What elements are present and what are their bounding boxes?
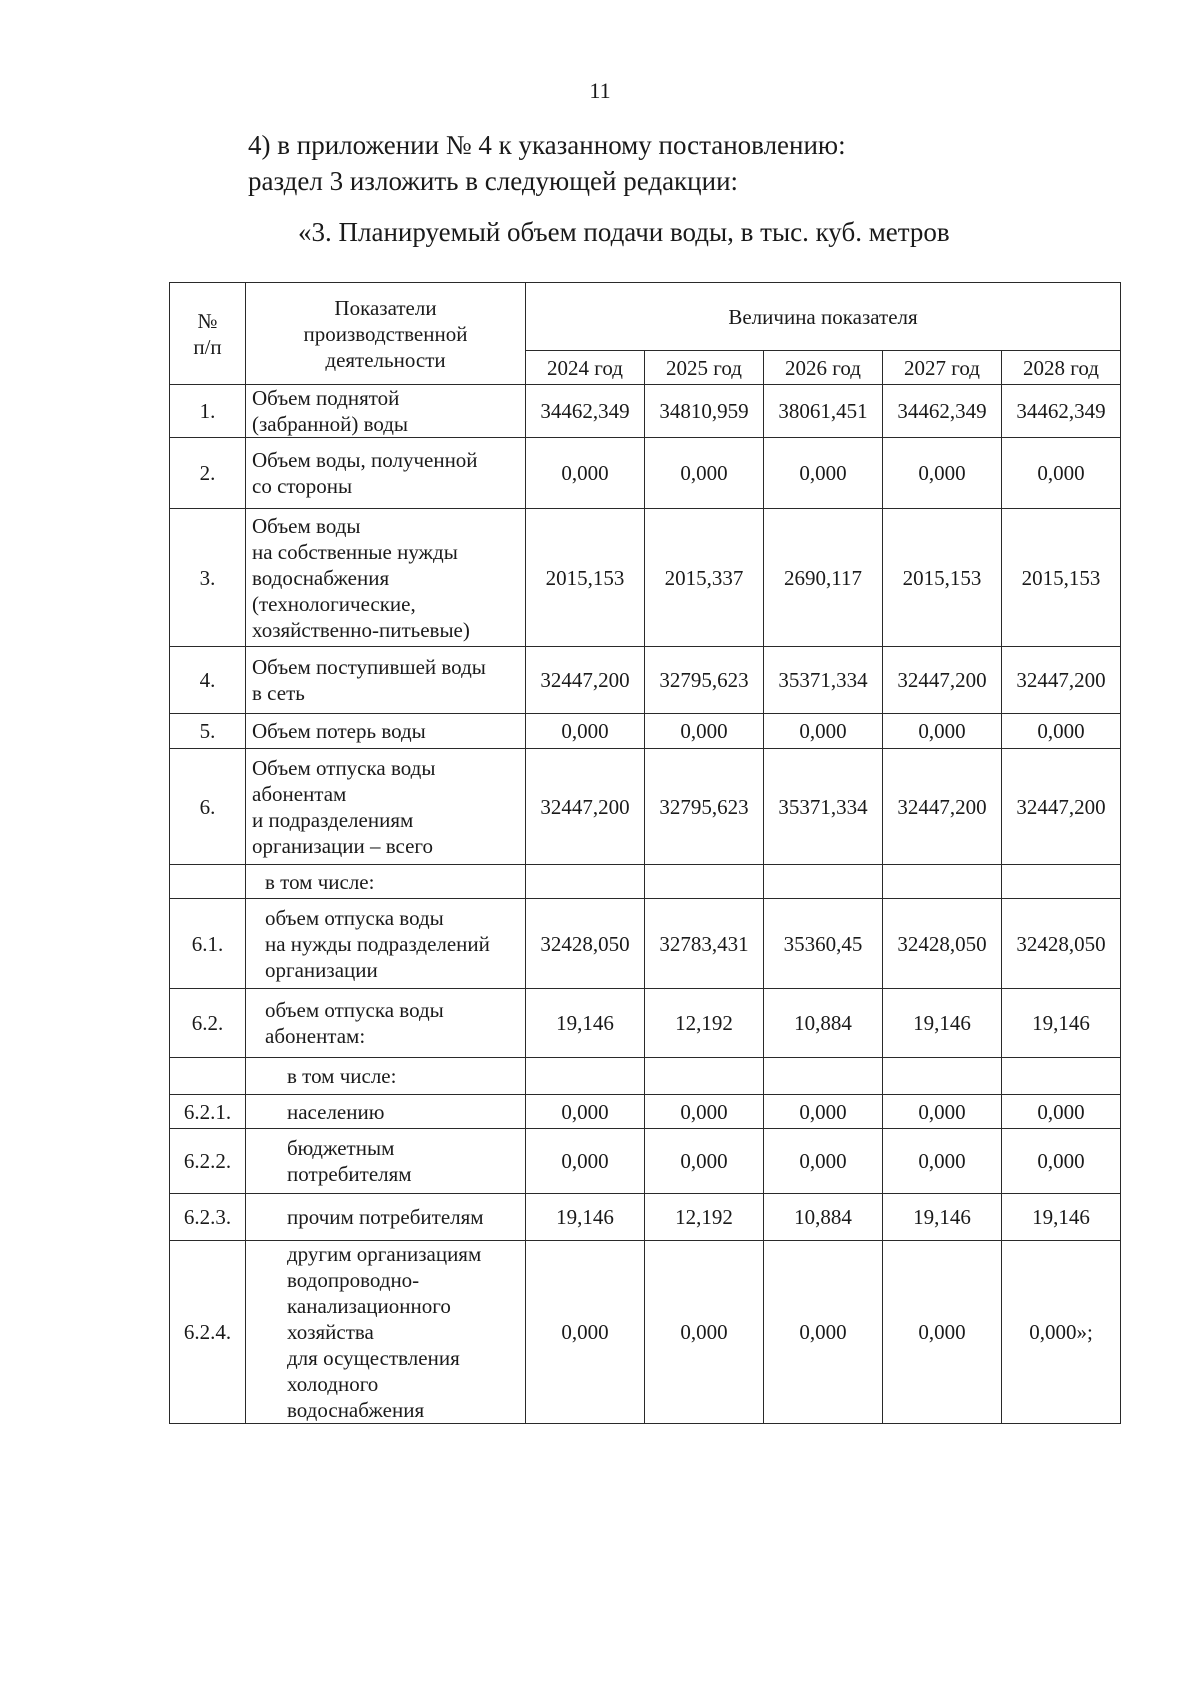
row-value-2027 xyxy=(883,865,1002,899)
row-value-2024: 32447,200 xyxy=(526,749,645,865)
row-number xyxy=(170,865,246,899)
row-number: 1. xyxy=(170,385,246,438)
table-row xyxy=(170,989,1121,1058)
row-number: 6. xyxy=(170,749,246,865)
row-value-2027: 32428,050 xyxy=(883,899,1002,989)
header-year-2: 2025 год xyxy=(645,351,764,385)
row-value-2025: 2015,337 xyxy=(645,509,764,647)
row-value-2028: 32428,050 xyxy=(1002,899,1121,989)
row-number: 6.2.1. xyxy=(170,1095,246,1129)
row-value-2025: 34810,959 xyxy=(645,385,764,438)
row-value-2025: 0,000 xyxy=(645,1129,764,1194)
header-value-group: Величина показателя xyxy=(526,283,1121,351)
table-row xyxy=(170,647,1121,714)
row-indicator: бюджетным потребителям xyxy=(246,1129,526,1194)
row-value-2024: 19,146 xyxy=(526,989,645,1058)
row-value-2026: 0,000 xyxy=(764,1129,883,1194)
row-value-2024: 0,000 xyxy=(526,714,645,749)
row-indicator: другим организациям водопроводно- канализационного хозяйства для осуществления холодного водоснабжения xyxy=(246,1241,526,1424)
row-indicator: Объем отпуска воды абонентам и подразделениям организации – всего xyxy=(246,749,526,865)
row-indicator: прочим потребителям xyxy=(246,1194,526,1241)
row-value-2026: 38061,451 xyxy=(764,385,883,438)
row-value-2026 xyxy=(764,865,883,899)
row-value-2026: 2690,117 xyxy=(764,509,883,647)
row-value-2027: 34462,349 xyxy=(883,385,1002,438)
header-year-3: 2026 год xyxy=(764,351,883,385)
row-value-2027: 19,146 xyxy=(883,989,1002,1058)
row-value-2026: 0,000 xyxy=(764,714,883,749)
row-value-2028: 0,000 xyxy=(1002,438,1121,509)
table-row xyxy=(170,385,1121,438)
row-number: 6.1. xyxy=(170,899,246,989)
row-value-2024: 0,000 xyxy=(526,1095,645,1129)
header-year-5: 2028 год xyxy=(1002,351,1121,385)
row-value-2028 xyxy=(1002,865,1121,899)
table-row xyxy=(170,865,1121,899)
row-value-2024: 0,000 xyxy=(526,438,645,509)
row-value-2028: 32447,200 xyxy=(1002,647,1121,714)
row-value-2027: 0,000 xyxy=(883,1129,1002,1194)
row-indicator: объем отпуска воды абонентам: xyxy=(246,989,526,1058)
row-indicator: в том числе: xyxy=(246,865,526,899)
table-row xyxy=(170,1095,1121,1129)
row-value-2025: 0,000 xyxy=(645,1241,764,1424)
row-value-2025: 12,192 xyxy=(645,989,764,1058)
row-indicator: Объем воды на собственные нужды водоснабжения (технологические, хозяйственно-питьевые) xyxy=(246,509,526,647)
row-value-2025: 32795,623 xyxy=(645,749,764,865)
row-value-2025: 0,000 xyxy=(645,714,764,749)
header-year-4: 2027 год xyxy=(883,351,1002,385)
row-indicator: в том числе: xyxy=(246,1058,526,1095)
row-number: 6.2. xyxy=(170,989,246,1058)
row-value-2024: 32447,200 xyxy=(526,647,645,714)
row-value-2024 xyxy=(526,865,645,899)
row-indicator: Объем поступившей воды в сеть xyxy=(246,647,526,714)
table-row xyxy=(170,749,1121,865)
table-row xyxy=(170,714,1121,749)
table-row xyxy=(170,509,1121,647)
header-number: № п/п xyxy=(170,283,246,385)
row-value-2028: 0,000 xyxy=(1002,1129,1121,1194)
table-body xyxy=(170,283,1121,1424)
row-value-2028: 19,146 xyxy=(1002,989,1121,1058)
row-indicator: населению xyxy=(246,1095,526,1129)
row-value-2025: 32795,623 xyxy=(645,647,764,714)
row-number: 5. xyxy=(170,714,246,749)
row-value-2024: 0,000 xyxy=(526,1241,645,1424)
water-supply-table xyxy=(169,282,1121,1424)
row-value-2027: 32447,200 xyxy=(883,749,1002,865)
row-value-2026: 0,000 xyxy=(764,438,883,509)
intro-paragraph xyxy=(248,127,846,199)
row-indicator: Объем поднятой (забранной) воды xyxy=(246,385,526,438)
row-value-2027: 0,000 xyxy=(883,1241,1002,1424)
row-value-2026: 35371,334 xyxy=(764,749,883,865)
page-number: 11 xyxy=(589,78,611,103)
row-number: 3. xyxy=(170,509,246,647)
row-value-2028: 2015,153 xyxy=(1002,509,1121,647)
row-value-2028: 19,146 xyxy=(1002,1194,1121,1241)
row-number: 2. xyxy=(170,438,246,509)
row-value-2026: 35371,334 xyxy=(764,647,883,714)
row-value-2027: 32447,200 xyxy=(883,647,1002,714)
row-value-2024 xyxy=(526,1058,645,1095)
row-number: 6.2.4. xyxy=(170,1241,246,1424)
row-value-2027: 19,146 xyxy=(883,1194,1002,1241)
row-value-2026: 10,884 xyxy=(764,1194,883,1241)
intro-line-1: 4) в приложении № 4 к указанному постановлению: xyxy=(248,130,846,160)
row-indicator: Объем воды, полученной со стороны xyxy=(246,438,526,509)
row-value-2026: 0,000 xyxy=(764,1241,883,1424)
section-title: «3. Планируемый объем подачи воды, в тыс. куб. метров xyxy=(298,217,950,247)
header-indicator: Показатели производственной деятельности xyxy=(246,283,526,385)
row-number: 6.2.3. xyxy=(170,1194,246,1241)
row-value-2026 xyxy=(764,1058,883,1095)
row-value-2028: 0,000 xyxy=(1002,1095,1121,1129)
row-value-2028: 32447,200 xyxy=(1002,749,1121,865)
row-value-2026: 35360,45 xyxy=(764,899,883,989)
row-number xyxy=(170,1058,246,1095)
intro-line-2: раздел 3 изложить в следующей редакции: xyxy=(248,166,739,196)
table-row xyxy=(170,1241,1121,1424)
row-value-2025 xyxy=(645,1058,764,1095)
table-row xyxy=(170,899,1121,989)
row-value-2028: 0,000 xyxy=(1002,714,1121,749)
row-value-2025: 12,192 xyxy=(645,1194,764,1241)
row-value-2024: 19,146 xyxy=(526,1194,645,1241)
row-value-2024: 2015,153 xyxy=(526,509,645,647)
row-value-2024: 32428,050 xyxy=(526,899,645,989)
table-row xyxy=(170,438,1121,509)
row-value-2028: 0,000»; xyxy=(1002,1241,1121,1424)
row-indicator: Объем потерь воды xyxy=(246,714,526,749)
table-row xyxy=(170,1194,1121,1241)
row-value-2025: 32783,431 xyxy=(645,899,764,989)
row-value-2026: 10,884 xyxy=(764,989,883,1058)
row-value-2027: 0,000 xyxy=(883,1095,1002,1129)
row-value-2026: 0,000 xyxy=(764,1095,883,1129)
row-value-2025 xyxy=(645,865,764,899)
row-value-2028 xyxy=(1002,1058,1121,1095)
row-value-2027: 2015,153 xyxy=(883,509,1002,647)
row-value-2027 xyxy=(883,1058,1002,1095)
row-value-2025: 0,000 xyxy=(645,438,764,509)
row-number: 4. xyxy=(170,647,246,714)
row-value-2027: 0,000 xyxy=(883,714,1002,749)
row-value-2024: 0,000 xyxy=(526,1129,645,1194)
row-indicator: объем отпуска воды на нужды подразделений организации xyxy=(246,899,526,989)
row-value-2024: 34462,349 xyxy=(526,385,645,438)
row-value-2027: 0,000 xyxy=(883,438,1002,509)
row-value-2025: 0,000 xyxy=(645,1095,764,1129)
header-year-1: 2024 год xyxy=(526,351,645,385)
table-row xyxy=(170,1129,1121,1194)
row-number: 6.2.2. xyxy=(170,1129,246,1194)
row-value-2028: 34462,349 xyxy=(1002,385,1121,438)
header-row xyxy=(170,283,1121,351)
table-row xyxy=(170,1058,1121,1095)
